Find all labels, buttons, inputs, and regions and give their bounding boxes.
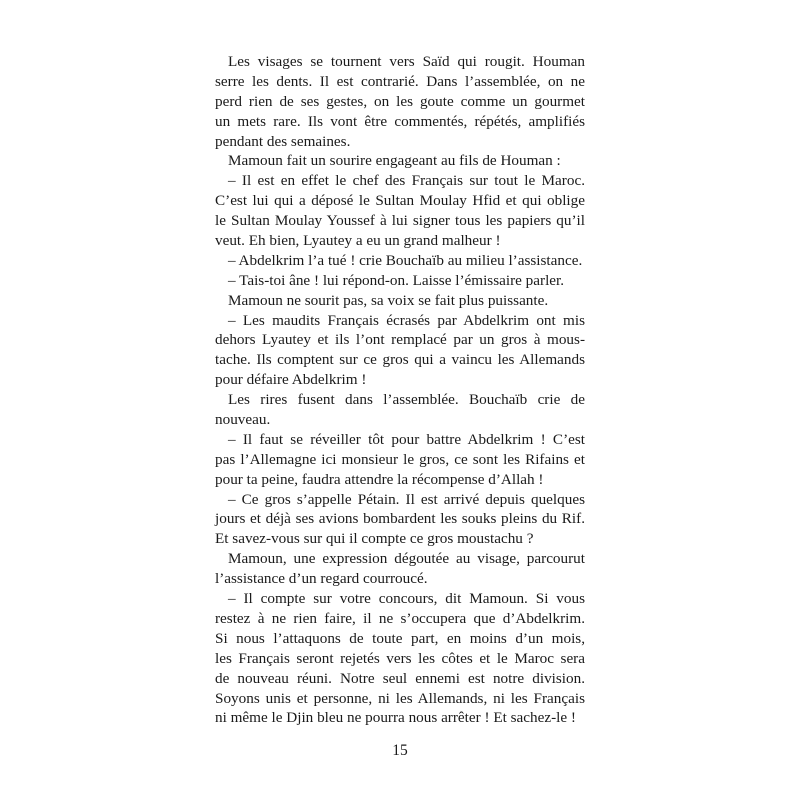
text-line: C’est lui qui a déposé le Sultan Moulay Hfid et qui oblige: [215, 192, 585, 210]
text-line: dehors Lyautey et ils l’ont remplacé par un gros à mous-: [215, 331, 585, 349]
text-line: – Il faut se réveiller tôt pour battre Abdelkrim ! C’est: [228, 430, 585, 448]
paragraph: [215, 311, 585, 391]
text-line: perd rien de ses gestes, on les goute comme un gourmet: [215, 92, 585, 110]
text-line: un mets rare. Ils vont être commentés, répétés, amplifiés: [215, 112, 585, 130]
paragraph: [215, 52, 585, 151]
text-line: pour ta peine, faudra attendre la récompense d’Allah !: [215, 470, 544, 488]
text-line: ni même le Djin bleu ne pourra nous arrêter ! Et sachez-le !: [215, 709, 576, 727]
text-line: – Il est en effet le chef des Français sur tout le Maroc.: [228, 172, 585, 190]
text-line: l’assistance d’un regard courroucé.: [215, 570, 428, 588]
paragraph: [215, 549, 585, 589]
text-line: Si nous l’attaquons de toute part, en moins d’un mois,: [215, 629, 585, 647]
text-line: Les visages se tournent vers Saïd qui rougit. Houman: [228, 53, 585, 70]
text-line: pas l’Allemagne ici monsieur le gros, ce sont les Rifains et: [215, 450, 585, 468]
text-line: jours et déjà ses avions bombardent les souks pleins du Rif.: [215, 510, 585, 528]
text-line: Mamoun fait un sourire engageant au fils de Houman :: [228, 152, 561, 170]
text-line: les Français seront rejetés vers les côtes et le Maroc sera: [215, 649, 585, 667]
text-line: – Abdelkrim l’a tué ! crie Bouchaïb au milieu l’assistance.: [228, 251, 583, 269]
text-line: Les rires fusent dans l’assemblée. Bouchaïb crie de: [228, 391, 585, 409]
paragraph: [215, 291, 585, 311]
text-line: Et savez-vous sur qui il compte ce gros moustachu ?: [215, 530, 534, 548]
text-line: pour défaire Abdelkrim !: [215, 371, 367, 389]
page-number: 15: [392, 742, 408, 759]
text-line: – Tais-toi âne ! lui répond-on. Laisse l’émissaire parler.: [228, 271, 565, 289]
paragraph: [215, 151, 585, 171]
text-line: veut. Eh bien, Lyautey a eu un grand malheur !: [215, 232, 501, 250]
text-line: de nouveau réuni. Notre seul ennemi est notre division.: [215, 669, 585, 687]
text-line: le Sultan Moulay Youssef à lui signer tous les papiers qu’il: [215, 212, 585, 230]
text-line: Soyons unis et personne, ni les Allemands, ni les Français: [215, 689, 585, 707]
text-line: Mamoun, une expression dégoutée au visage, parcourut: [228, 550, 585, 568]
text-line: – Ce gros s’appelle Pétain. Il est arrivé depuis quelques: [228, 490, 585, 508]
paragraph: [215, 271, 585, 291]
paragraph: [215, 589, 585, 728]
text-line: Mamoun ne sourit pas, sa voix se fait plus puissante.: [228, 291, 549, 309]
paragraph: [215, 171, 585, 251]
paragraph: [215, 390, 585, 430]
body-text: [215, 52, 585, 728]
text-line: tache. Ils comptent sur ce gros qui a vaincu les Allemands: [215, 351, 585, 369]
text-line: pendant des semaines.: [215, 132, 351, 150]
paragraph: [215, 490, 585, 550]
text-line: serre les dents. Il est contrarié. Dans l’assemblée, on ne: [215, 72, 585, 90]
text-line: nouveau.: [215, 411, 271, 429]
text-line: restez à ne rien faire, il ne s’occupera que d’Abdelkrim.: [215, 609, 585, 627]
paragraph: [215, 430, 585, 490]
paragraph: [215, 251, 585, 271]
text-line: – Les maudits Français écrasés par Abdelkrim ont mis: [228, 311, 585, 329]
text-line: – Il compte sur votre concours, dit Mamoun. Si vous: [228, 590, 585, 608]
